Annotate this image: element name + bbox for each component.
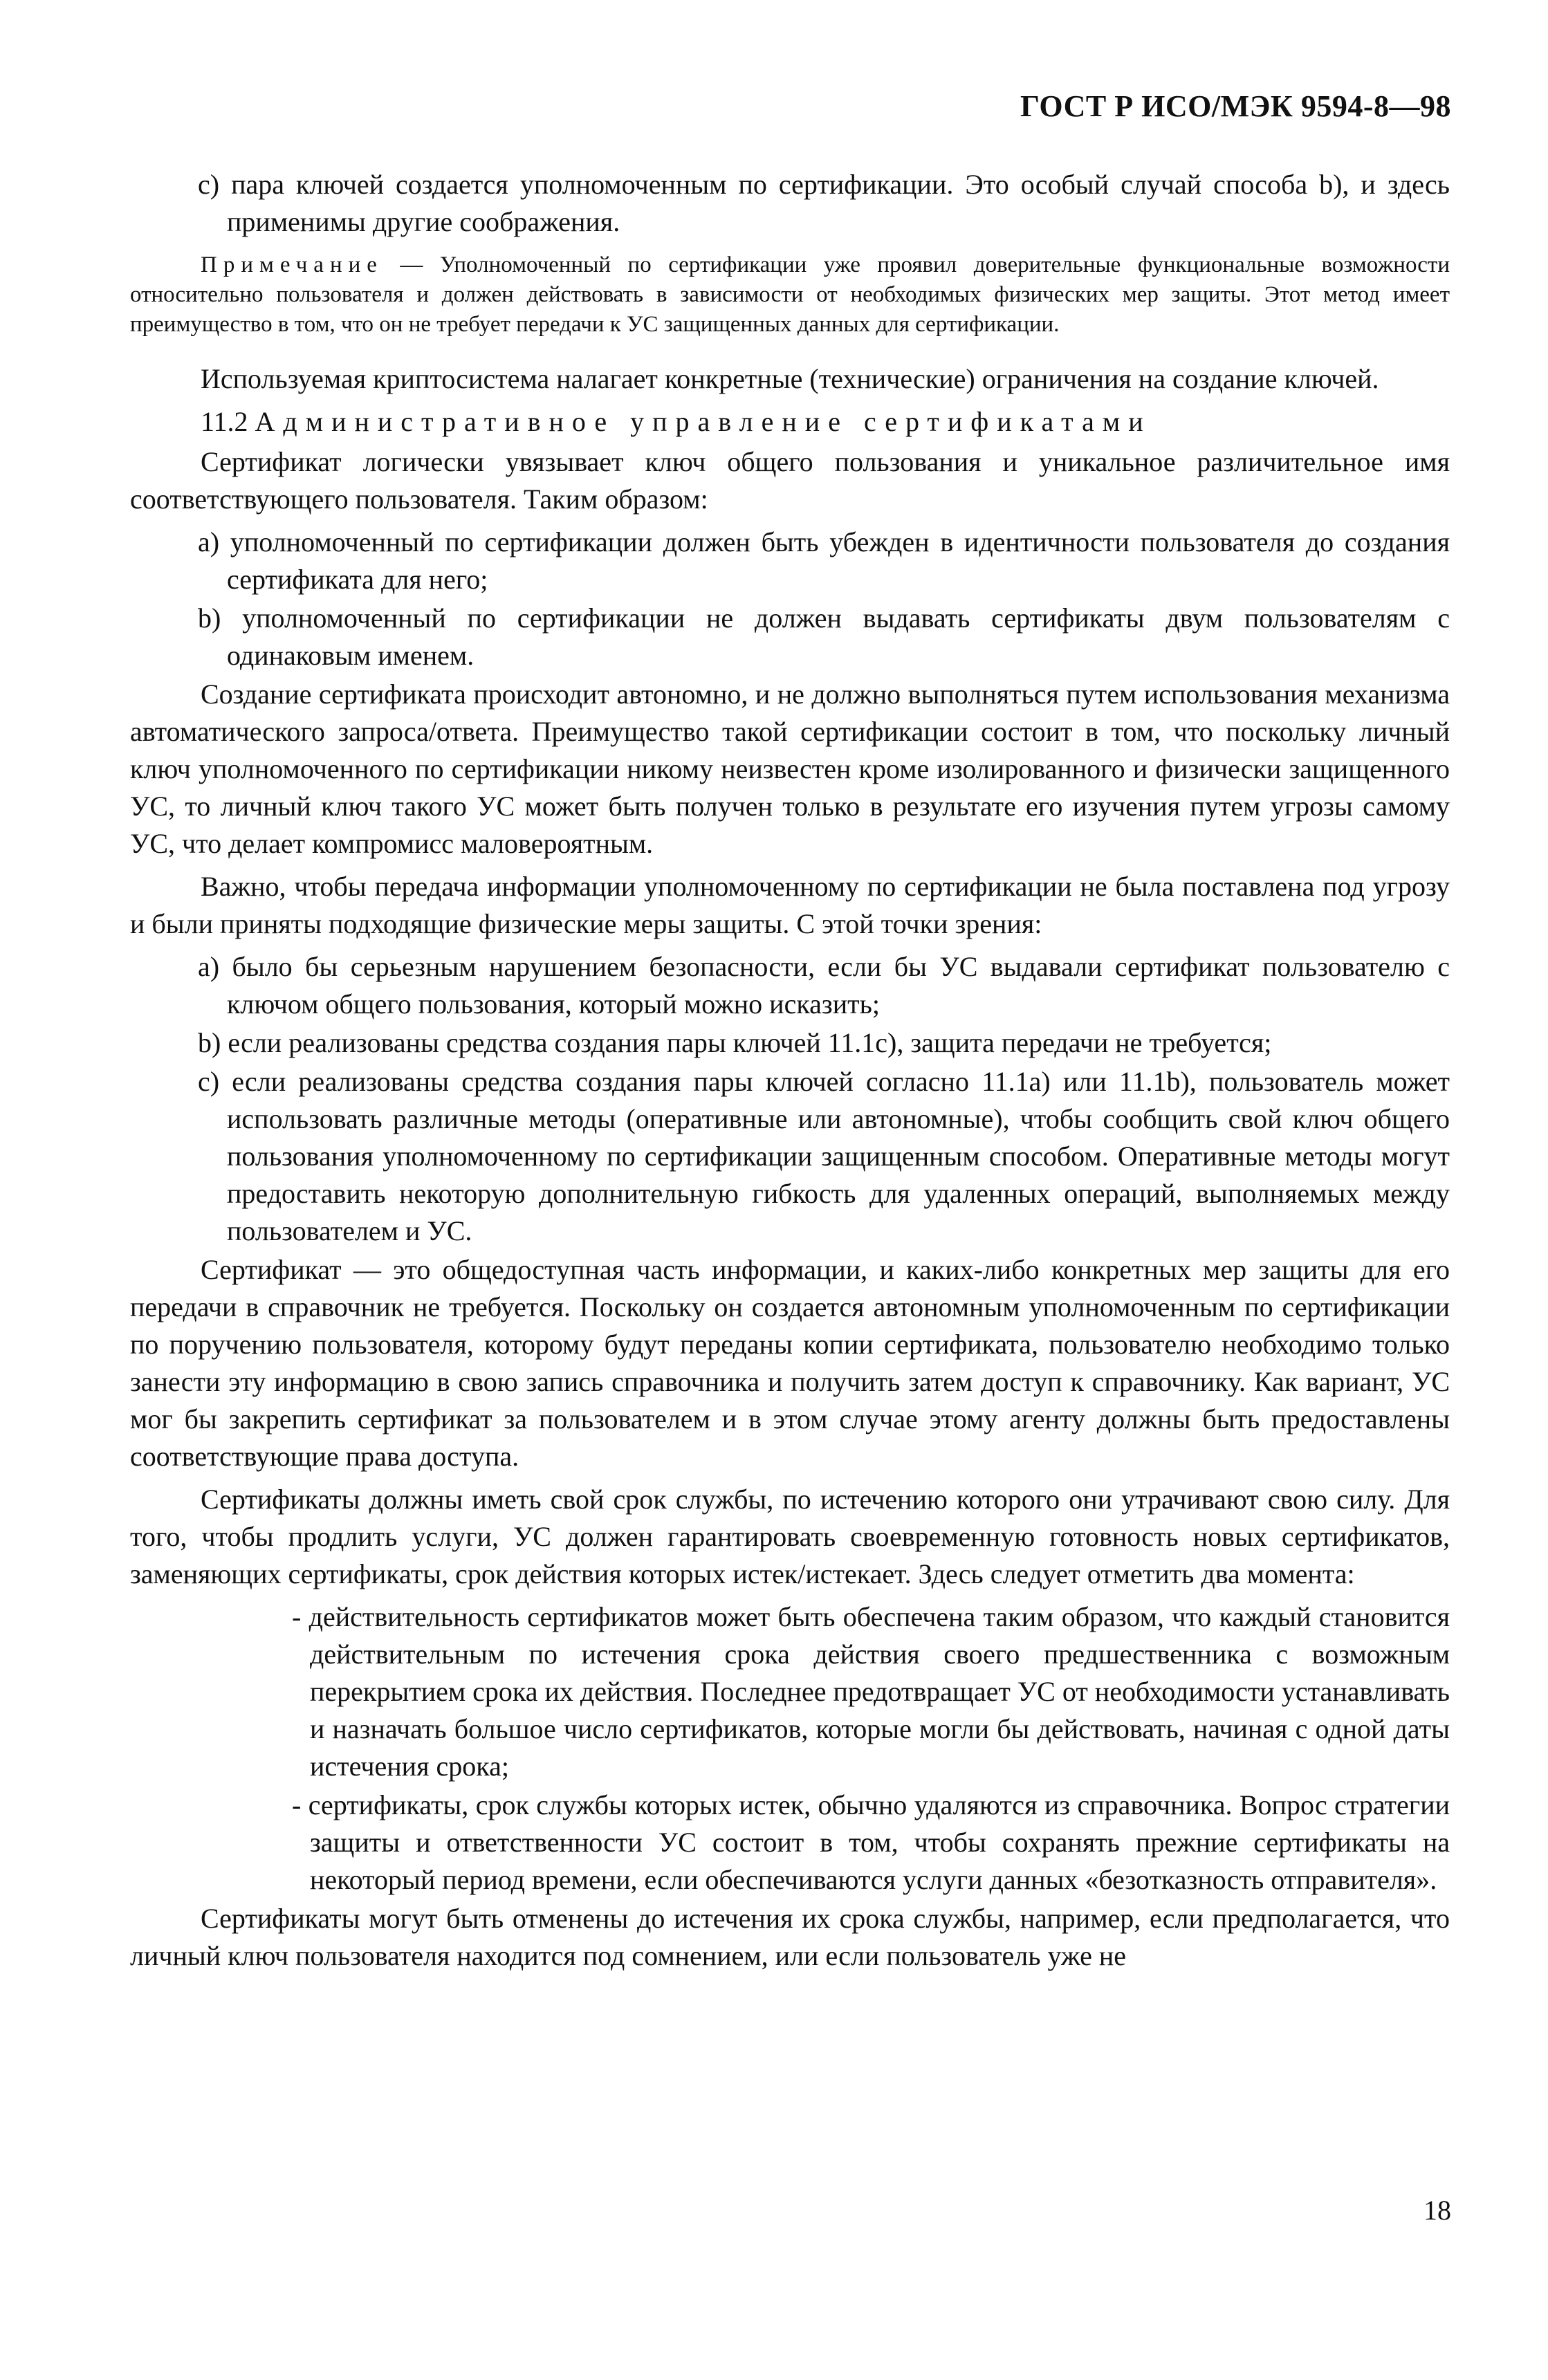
paragraph-certificate-lifetime: Сертификаты должны иметь свой срок службы, по истечению которого они утрачивают свою силу. Для того, чтобы продлить услуги, УС должен гарантировать своевременную готовность новых сертификатов, заменяющих сертификаты, срок действия которых истек/истекает. Здесь следует отметить два момента: xyxy=(130,1484,1450,1589)
section-title: Административное управление сертификатами xyxy=(255,406,1152,437)
list-item: a) было бы серьезным нарушением безопасности, если бы УС выдавали сертификат пользователю с ключом общего пользования, который можно исказить; xyxy=(198,951,1450,1020)
paragraph-certificate-binding: Сертификат логически увязывает ключ общего пользования и уникальное различительное имя соответствующего пользователя. Таким образом: xyxy=(130,446,1450,515)
list-item: c) если реализованы средства создания пары ключей согласно 11.1a) или 11.1b), пользователь может использовать различные методы (оперативные или автономные), чтобы сообщить свой ключ общего пользования уполномоченному по сертификации защищенным способом. Оперативные методы могут предоставить некоторую дополнительную гибкость для удаленных операций, выполняемых между пользователем и УС. xyxy=(198,1066,1450,1246)
dash-list-item: - действительность сертификатов может быть обеспечена таким образом, что каждый становится действительным по истечения срока действия своего предшественника с возможным перекрытием срока их действия. Последнее предотвращает УС от необходимости устанавливать и назначать большое число сертификатов, которые могли бы действовать, начиная с одной даты истечения срока; xyxy=(292,1601,1450,1782)
list-item: b) если реализованы средства создания пары ключей 11.1c), защита передачи не требуется; xyxy=(198,1027,1272,1058)
dash-list-item: - сертификаты, срок службы которых истек, обычно удаляются из справочника. Вопрос стратегии защиты и ответственности УС состоит в том, чтобы сохранять прежние сертификаты на некоторый период времени, если обеспечиваются услуги данных «безотказность отправителя». xyxy=(292,1789,1450,1895)
paragraph-certificate-revocation: Сертификаты могут быть отменены до истечения их срока службы, например, если предполагается, что личный ключ пользователя находится под сомнением, или если пользователь уже не xyxy=(130,1903,1450,1971)
page-content xyxy=(130,166,1450,1980)
section-heading xyxy=(130,403,1450,441)
list-item-c-top: c) пара ключей создается уполномоченным по сертификации. Это особый случай способа b), и здесь применимы другие соображения. xyxy=(198,169,1450,237)
document-header: ГОСТ Р ИСО/МЭК 9594-8—98 xyxy=(1020,89,1451,123)
note-label: Примечание xyxy=(201,252,383,277)
paragraph-certificate-creation: Создание сертификата происходит автономно, и не должно выполняться путем использования механизма автоматического запроса/ответа. Преимущество такой сертификации состоит в том, что поскольку личный ключ уполномоченного по сертификации никому неизвестен кроме изолированного и физически защищенного УС, то личный ключ такого УС может быть получен только в результате его изучения путем угрозы самому УС, что делает компромисс маловероятным. xyxy=(130,679,1450,859)
list-item: a) уполномоченный по сертификации должен быть убежден в идентичности пользователя до создания сертификата для него; xyxy=(198,526,1450,595)
paragraph-public-certificate: Сертификат — это общедоступная часть информации, и каких-либо конкретных мер защиты для его передачи в справочник не требуется. Поскольку он создается автономным уполномоченным по сертификации по поручению пользователя, которому будут переданы копии сертификата, пользователю необходимо только занести эту информацию в свою запись справочника и получить затем доступ к справочнику. Как вариант, УС мог бы закрепить сертификат за пользователем и в этом случае этому агенту должны быть предоставлены соответствующие права доступа. xyxy=(130,1254,1450,1472)
note-text: — Уполномоченный по сертификации уже проявил доверительные функциональные возможности относительно пользователя и должен действовать в зависимости от необходимых физических мер защиты. Этот метод имеет преимущество в том, что он не требует передачи к УС защищенных данных для сертификации. xyxy=(130,252,1450,337)
section-number: 11.2 xyxy=(201,406,255,437)
list-item: b) уполномоченный по сертификации не должен выдавать сертификаты двум пользователям с одинаковым именем. xyxy=(198,602,1450,671)
paragraph-cryptosystem: Используемая криптосистема налагает конкретные (технические) ограничения на создание ключей. xyxy=(201,363,1379,394)
page-number: 18 xyxy=(1423,2195,1451,2226)
paragraph-transfer-security: Важно, чтобы передача информации уполномоченному по сертификации не была поставлена под угрозу и были приняты подходящие физические меры защиты. С этой точки зрения: xyxy=(130,871,1450,939)
note-paragraph xyxy=(130,250,1450,340)
